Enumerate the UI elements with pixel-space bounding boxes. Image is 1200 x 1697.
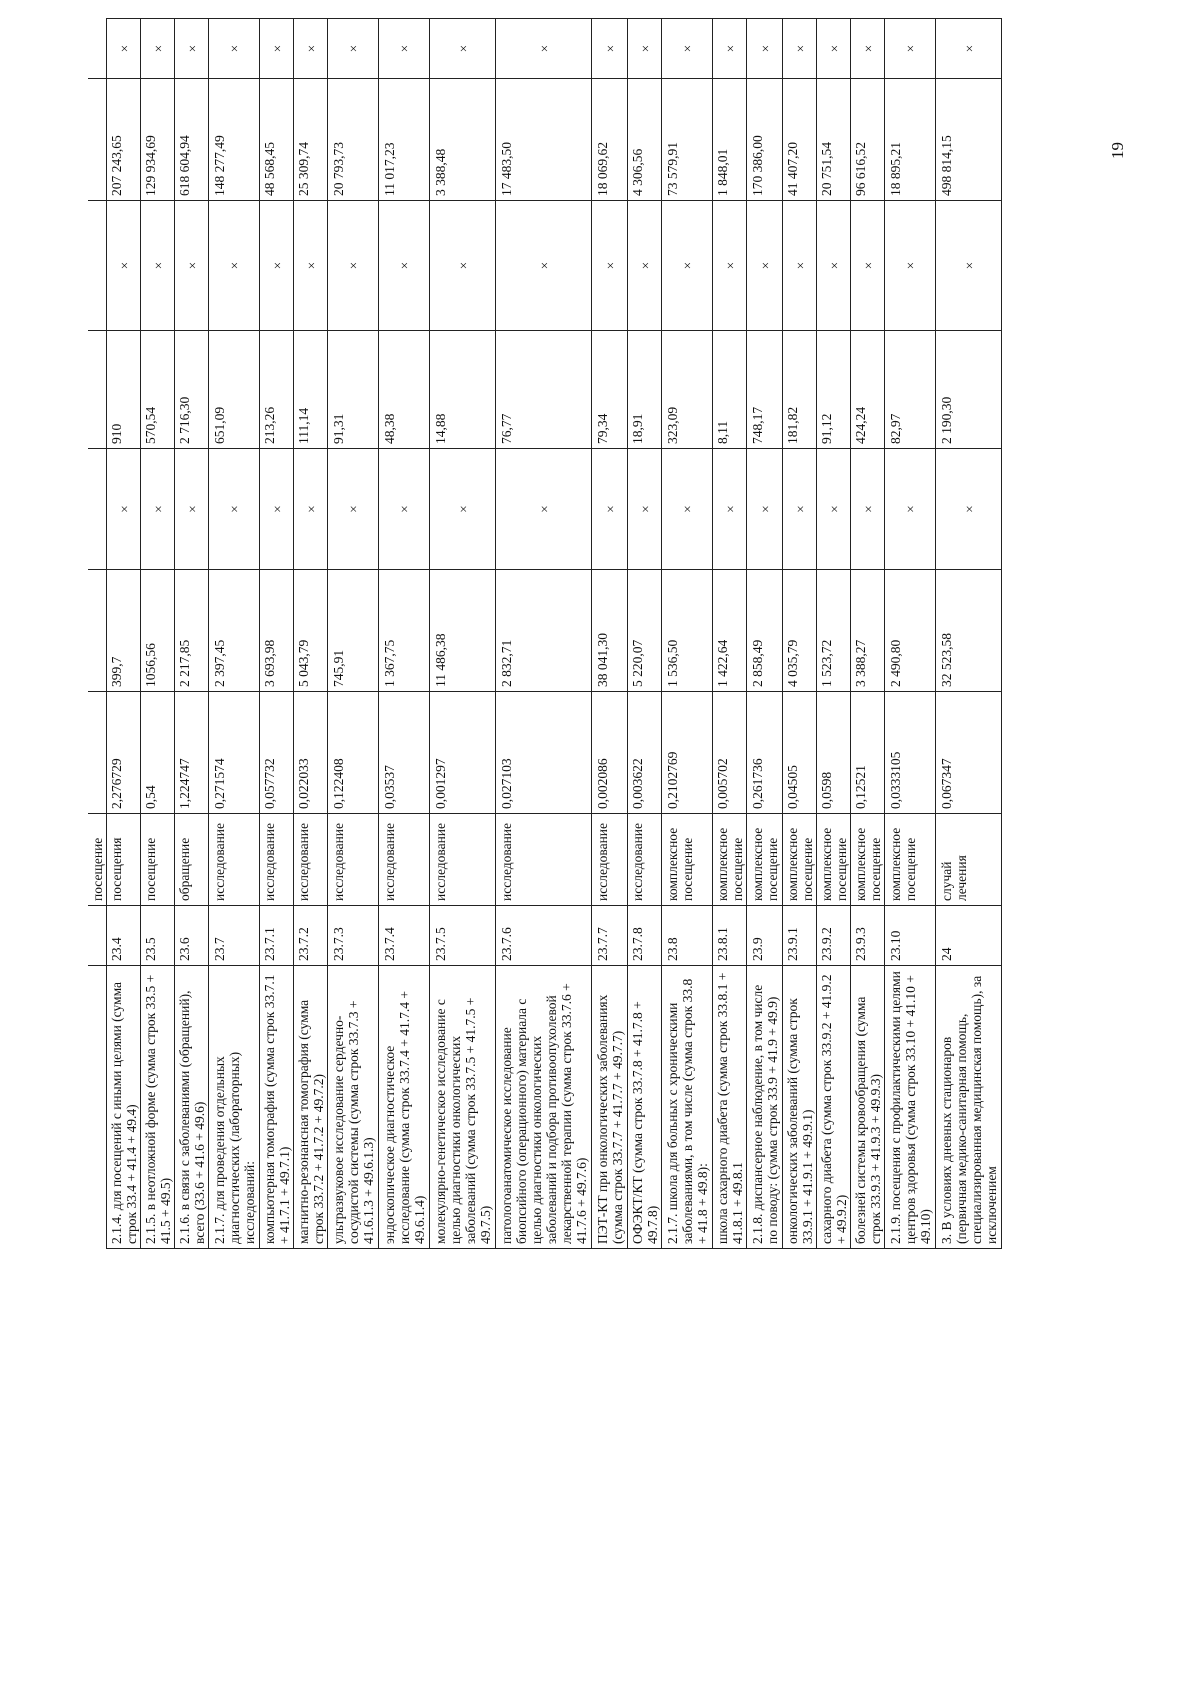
row-total-cost-cell: 129 934,69 <box>141 79 175 201</box>
row-placeholder-cell: × <box>936 19 1002 79</box>
row-total-cost-cell: 207 243,65 <box>107 79 141 201</box>
row-placeholder-cell: × <box>430 449 496 570</box>
row-unit-cell: комплексное посещение <box>662 814 713 906</box>
row-unit-cell: случай лечения <box>936 814 1002 906</box>
row-line-number-cell: 23.7 <box>209 906 260 966</box>
row-unit-cost-cell: 1 536,50 <box>662 570 713 692</box>
row-name-cell: школа сахарного диабета (сумма строк 33.8.1 + 41.8.1 + 49.8.1 <box>713 966 747 1249</box>
row-placeholder-cell: × <box>885 449 936 570</box>
table-row <box>260 19 294 1249</box>
row-placeholder-cell: × <box>713 449 747 570</box>
row-placeholder-cell: × <box>628 19 662 79</box>
row-per-capita-cell: 76,77 <box>496 331 592 449</box>
row-name-cell: ОФЭКТ/КТ (сумма строк 33.7.8 + 41.7.8 + 49.7.8) <box>628 966 662 1249</box>
row-name-cell: сахарного диабета (сумма строк 33.9.2 + 41.9.2 + 49.9.2) <box>817 966 851 1249</box>
row-placeholder-cell: × <box>294 201 328 331</box>
row-volume-norm-cell: 0,2102769 <box>662 692 713 814</box>
row-placeholder-cell: × <box>379 19 430 79</box>
row-line-number-cell: 23.8.1 <box>713 906 747 966</box>
row-unit-cell: исследование <box>628 814 662 906</box>
row-total-cost-cell: 3 388,48 <box>430 79 496 201</box>
header-fragment-cell: посещение <box>88 814 107 906</box>
row-unit-cost-cell: 2 832,71 <box>496 570 592 692</box>
row-unit-cost-cell: 2 217,85 <box>175 570 209 692</box>
row-unit-cost-cell: 1 422,64 <box>713 570 747 692</box>
row-name-cell: 2.1.7. школа для больных с хроническими заболеваниями, в том числе (сумма строк 33.8 + 41.8 + 49.8): <box>662 966 713 1249</box>
row-unit-cost-cell: 5 220,07 <box>628 570 662 692</box>
row-placeholder-cell: × <box>209 19 260 79</box>
row-total-cost-cell: 41 407,20 <box>783 79 817 201</box>
row-name-cell: патологоанатомическое исследование биопсийного (операционного) материала с целью диагностики онкологических заболеваний и подбора противоопухолевой лекарственной терапии (сумма строк 33.7.6 + 41.7.6 + 49.7.6) <box>496 966 592 1249</box>
row-placeholder-cell: × <box>592 201 628 331</box>
row-name-cell: болезней системы кровообращения (сумма строк 33.9.3 + 41.9.3 + 49.9.3) <box>851 966 885 1249</box>
row-line-number-cell: 23.7.1 <box>260 906 294 966</box>
row-placeholder-cell: × <box>175 449 209 570</box>
row-name-cell: онкологических заболеваний (сумма строк 33.9.1 + 41.9.1 + 49.9.1) <box>783 966 817 1249</box>
row-unit-cost-cell: 11 486,38 <box>430 570 496 692</box>
row-unit-cell: комплексное посещение <box>713 814 747 906</box>
row-per-capita-cell: 82,97 <box>885 331 936 449</box>
row-placeholder-cell: × <box>713 19 747 79</box>
row-placeholder-cell: × <box>628 449 662 570</box>
row-placeholder-cell: × <box>747 19 783 79</box>
table-row <box>936 19 1002 1249</box>
row-unit-cell: посещение <box>141 814 175 906</box>
row-placeholder-cell: × <box>328 19 379 79</box>
row-placeholder-cell: × <box>430 19 496 79</box>
row-unit-cell: исследование <box>592 814 628 906</box>
row-volume-norm-cell: 0,271574 <box>209 692 260 814</box>
row-placeholder-cell: × <box>817 19 851 79</box>
row-unit-cell: комплексное посещение <box>817 814 851 906</box>
table-row <box>628 19 662 1249</box>
row-volume-norm-cell: 0,001297 <box>430 692 496 814</box>
row-line-number-cell: 23.9 <box>747 906 783 966</box>
row-per-capita-cell: 424,24 <box>851 331 885 449</box>
row-unit-cost-cell: 3 388,27 <box>851 570 885 692</box>
row-placeholder-cell: × <box>885 19 936 79</box>
row-line-number-cell: 24 <box>936 906 1002 966</box>
row-placeholder-cell: × <box>592 19 628 79</box>
row-per-capita-cell: 111,14 <box>294 331 328 449</box>
row-volume-norm-cell: 0,12521 <box>851 692 885 814</box>
row-unit-cost-cell: 1 523,72 <box>817 570 851 692</box>
row-placeholder-cell: × <box>747 449 783 570</box>
table-row <box>817 19 851 1249</box>
row-volume-norm-cell: 0,0333105 <box>885 692 936 814</box>
row-total-cost-cell: 170 386,00 <box>747 79 783 201</box>
row-unit-cost-cell: 2 397,45 <box>209 570 260 692</box>
row-placeholder-cell: × <box>496 449 592 570</box>
table-row <box>141 19 175 1249</box>
row-line-number-cell: 23.7.3 <box>328 906 379 966</box>
row-unit-cost-cell: 2 858,49 <box>747 570 783 692</box>
row-name-cell: 2.1.8. диспансерное наблюдение, в том числе по поводу: (сумма строк 33.9 + 41.9 + 49.9) <box>747 966 783 1249</box>
row-line-number-cell: 23.9.1 <box>783 906 817 966</box>
row-name-cell: 3. В условиях дневных стационаров (первичная медико-санитарная помощь, специализированная медицинская помощь), за исключением <box>936 966 1002 1249</box>
row-volume-norm-cell: 0,027103 <box>496 692 592 814</box>
table-row <box>294 19 328 1249</box>
row-unit-cell: исследование <box>260 814 294 906</box>
table-header-fragment-row <box>88 19 107 1249</box>
row-per-capita-cell: 91,31 <box>328 331 379 449</box>
row-placeholder-cell: × <box>885 201 936 331</box>
row-total-cost-cell: 48 568,45 <box>260 79 294 201</box>
row-placeholder-cell: × <box>496 201 592 331</box>
row-placeholder-cell: × <box>260 201 294 331</box>
row-placeholder-cell: × <box>328 201 379 331</box>
row-placeholder-cell: × <box>936 449 1002 570</box>
row-unit-cell: исследование <box>496 814 592 906</box>
row-unit-cost-cell: 745,91 <box>328 570 379 692</box>
row-placeholder-cell: × <box>783 449 817 570</box>
table-row <box>885 19 936 1249</box>
table-row <box>430 19 496 1249</box>
table-row <box>209 19 260 1249</box>
row-per-capita-cell: 910 <box>107 331 141 449</box>
row-placeholder-cell: × <box>662 19 713 79</box>
row-placeholder-cell: × <box>851 201 885 331</box>
row-unit-cell: исследование <box>209 814 260 906</box>
row-name-cell: магнитно-резонансная томография (сумма строк 33.7.2 + 41.7.2 + 49.7.2) <box>294 966 328 1249</box>
row-unit-cell: обращение <box>175 814 209 906</box>
row-line-number-cell: 23.10 <box>885 906 936 966</box>
row-volume-norm-cell: 0,067347 <box>936 692 1002 814</box>
row-total-cost-cell: 20 793,73 <box>328 79 379 201</box>
row-total-cost-cell: 20 751,54 <box>817 79 851 201</box>
row-placeholder-cell: × <box>817 201 851 331</box>
row-placeholder-cell: × <box>294 19 328 79</box>
row-line-number-cell: 23.8 <box>662 906 713 966</box>
row-volume-norm-cell: 0,005702 <box>713 692 747 814</box>
row-volume-norm-cell: 0,022033 <box>294 692 328 814</box>
row-placeholder-cell: × <box>851 19 885 79</box>
row-line-number-cell: 23.9.3 <box>851 906 885 966</box>
row-per-capita-cell: 651,09 <box>209 331 260 449</box>
row-placeholder-cell: × <box>496 19 592 79</box>
row-unit-cell: комплексное посещение <box>747 814 783 906</box>
row-unit-cost-cell: 3 693,98 <box>260 570 294 692</box>
row-total-cost-cell: 618 604,94 <box>175 79 209 201</box>
row-name-cell: 2.1.4. для посещений с иными целями (сумма строк 33.4 + 41.4 + 49.4) <box>107 966 141 1249</box>
row-name-cell: компьютерная томография (сумма строк 33.7.1 + 41.7.1 + 49.7.1) <box>260 966 294 1249</box>
row-name-cell: ультразвуковое исследование сердечно-сосудистой системы (сумма строк 33.7.3 + 41.6.1.3 + 49.6.1.3) <box>328 966 379 1249</box>
row-placeholder-cell: × <box>107 449 141 570</box>
row-per-capita-cell: 91,12 <box>817 331 851 449</box>
table-row <box>175 19 209 1249</box>
row-placeholder-cell: × <box>141 19 175 79</box>
row-total-cost-cell: 1 848,01 <box>713 79 747 201</box>
row-total-cost-cell: 498 814,15 <box>936 79 1002 201</box>
row-unit-cost-cell: 4 035,79 <box>783 570 817 692</box>
row-placeholder-cell: × <box>747 201 783 331</box>
row-unit-cost-cell: 32 523,58 <box>936 570 1002 692</box>
row-placeholder-cell: × <box>783 19 817 79</box>
row-placeholder-cell: × <box>662 449 713 570</box>
row-placeholder-cell: × <box>783 201 817 331</box>
row-total-cost-cell: 17 483,50 <box>496 79 592 201</box>
row-total-cost-cell: 4 306,56 <box>628 79 662 201</box>
row-per-capita-cell: 570,54 <box>141 331 175 449</box>
row-unit-cell: исследование <box>379 814 430 906</box>
row-unit-cell: комплексное посещение <box>783 814 817 906</box>
row-volume-norm-cell: 0,03537 <box>379 692 430 814</box>
row-per-capita-cell: 79,34 <box>592 331 628 449</box>
row-line-number-cell: 23.7.7 <box>592 906 628 966</box>
row-line-number-cell: 23.7.6 <box>496 906 592 966</box>
row-per-capita-cell: 14,88 <box>430 331 496 449</box>
row-unit-cell: комплексное посещение <box>885 814 936 906</box>
row-placeholder-cell: × <box>175 19 209 79</box>
row-line-number-cell: 23.6 <box>175 906 209 966</box>
row-line-number-cell: 23.7.4 <box>379 906 430 966</box>
row-unit-cost-cell: 1056,56 <box>141 570 175 692</box>
row-line-number-cell: 23.9.2 <box>817 906 851 966</box>
row-placeholder-cell: × <box>260 449 294 570</box>
row-unit-cost-cell: 5 043,79 <box>294 570 328 692</box>
row-total-cost-cell: 73 579,91 <box>662 79 713 201</box>
row-name-cell: 2.1.6. в связи с заболеваниями (обращений), всего (33.6 + 41.6 + 49.6) <box>175 966 209 1249</box>
row-placeholder-cell: × <box>713 201 747 331</box>
row-placeholder-cell: × <box>430 201 496 331</box>
row-placeholder-cell: × <box>817 449 851 570</box>
table-row <box>662 19 713 1249</box>
table-row <box>379 19 430 1249</box>
row-per-capita-cell: 18,91 <box>628 331 662 449</box>
row-unit-cost-cell: 2 490,80 <box>885 570 936 692</box>
financing-norms-table <box>88 18 1002 1249</box>
row-placeholder-cell: × <box>175 201 209 331</box>
row-per-capita-cell: 2 190,30 <box>936 331 1002 449</box>
row-placeholder-cell: × <box>209 449 260 570</box>
row-unit-cell: комплексное посещение <box>851 814 885 906</box>
row-per-capita-cell: 8,11 <box>713 331 747 449</box>
row-placeholder-cell: × <box>851 449 885 570</box>
row-unit-cell: исследование <box>328 814 379 906</box>
row-per-capita-cell: 213,26 <box>260 331 294 449</box>
row-per-capita-cell: 323,09 <box>662 331 713 449</box>
row-placeholder-cell: × <box>294 449 328 570</box>
table-row <box>592 19 628 1249</box>
row-volume-norm-cell: 0,54 <box>141 692 175 814</box>
row-total-cost-cell: 25 309,74 <box>294 79 328 201</box>
table-row <box>107 19 141 1249</box>
row-volume-norm-cell: 0,003622 <box>628 692 662 814</box>
row-placeholder-cell: × <box>592 449 628 570</box>
row-placeholder-cell: × <box>328 449 379 570</box>
row-placeholder-cell: × <box>260 19 294 79</box>
row-line-number-cell: 23.5 <box>141 906 175 966</box>
row-volume-norm-cell: 1,224747 <box>175 692 209 814</box>
table-row <box>328 19 379 1249</box>
table-row <box>747 19 783 1249</box>
row-unit-cost-cell: 1 367,75 <box>379 570 430 692</box>
table-row <box>783 19 817 1249</box>
row-placeholder-cell: × <box>936 201 1002 331</box>
row-placeholder-cell: × <box>628 201 662 331</box>
row-total-cost-cell: 96 616,52 <box>851 79 885 201</box>
row-volume-norm-cell: 0,0598 <box>817 692 851 814</box>
row-volume-norm-cell: 0,04505 <box>783 692 817 814</box>
row-volume-norm-cell: 0,002086 <box>592 692 628 814</box>
row-line-number-cell: 23.7.2 <box>294 906 328 966</box>
row-placeholder-cell: × <box>107 19 141 79</box>
row-name-cell: молекулярно-генетическое исследование с целью диагностики онкологических заболеваний (сумма строк 33.7.5 + 41.7.5 + 49.7.5) <box>430 966 496 1249</box>
row-placeholder-cell: × <box>209 201 260 331</box>
row-volume-norm-cell: 2,276729 <box>107 692 141 814</box>
row-placeholder-cell: × <box>107 201 141 331</box>
row-unit-cost-cell: 399,7 <box>107 570 141 692</box>
row-line-number-cell: 23.7.5 <box>430 906 496 966</box>
row-name-cell: 2.1.9. посещения с профилактическими целями центров здоровья (сумма строк 33.10 + 41.10 + 49.10) <box>885 966 936 1249</box>
row-placeholder-cell: × <box>141 201 175 331</box>
row-per-capita-cell: 181,82 <box>783 331 817 449</box>
row-per-capita-cell: 48,38 <box>379 331 430 449</box>
row-volume-norm-cell: 0,057732 <box>260 692 294 814</box>
row-total-cost-cell: 11 017,23 <box>379 79 430 201</box>
row-line-number-cell: 23.4 <box>107 906 141 966</box>
row-total-cost-cell: 148 277,49 <box>209 79 260 201</box>
row-name-cell: 2.1.5. в неотложной форме (сумма строк 33.5 + 41.5 + 49.5) <box>141 966 175 1249</box>
row-volume-norm-cell: 0,261736 <box>747 692 783 814</box>
table-row <box>496 19 592 1249</box>
row-per-capita-cell: 748,17 <box>747 331 783 449</box>
row-total-cost-cell: 18 895,21 <box>885 79 936 201</box>
row-placeholder-cell: × <box>141 449 175 570</box>
row-unit-cell: исследование <box>430 814 496 906</box>
row-placeholder-cell: × <box>379 201 430 331</box>
row-per-capita-cell: 2 716,30 <box>175 331 209 449</box>
row-unit-cost-cell: 38 041,30 <box>592 570 628 692</box>
row-unit-cell: посещения <box>107 814 141 906</box>
row-volume-norm-cell: 0,122408 <box>328 692 379 814</box>
row-placeholder-cell: × <box>379 449 430 570</box>
row-name-cell: ПЭТ-КТ при онкологических заболеваниях (сумма строк 33.7.7 + 41.7.7 + 49.7.7) <box>592 966 628 1249</box>
table-row <box>851 19 885 1249</box>
table-row <box>713 19 747 1249</box>
page-number: 19 <box>1108 142 1127 159</box>
row-name-cell: эндоскопическое диагностическое исследование (сумма строк 33.7.4 + 41.7.4 + 49.6.1.4) <box>379 966 430 1249</box>
row-placeholder-cell: × <box>662 201 713 331</box>
row-name-cell: 2.1.7. для проведения отдельных диагностических (лабораторных) исследований: <box>209 966 260 1249</box>
row-total-cost-cell: 18 069,62 <box>592 79 628 201</box>
row-line-number-cell: 23.7.8 <box>628 906 662 966</box>
row-unit-cell: исследование <box>294 814 328 906</box>
